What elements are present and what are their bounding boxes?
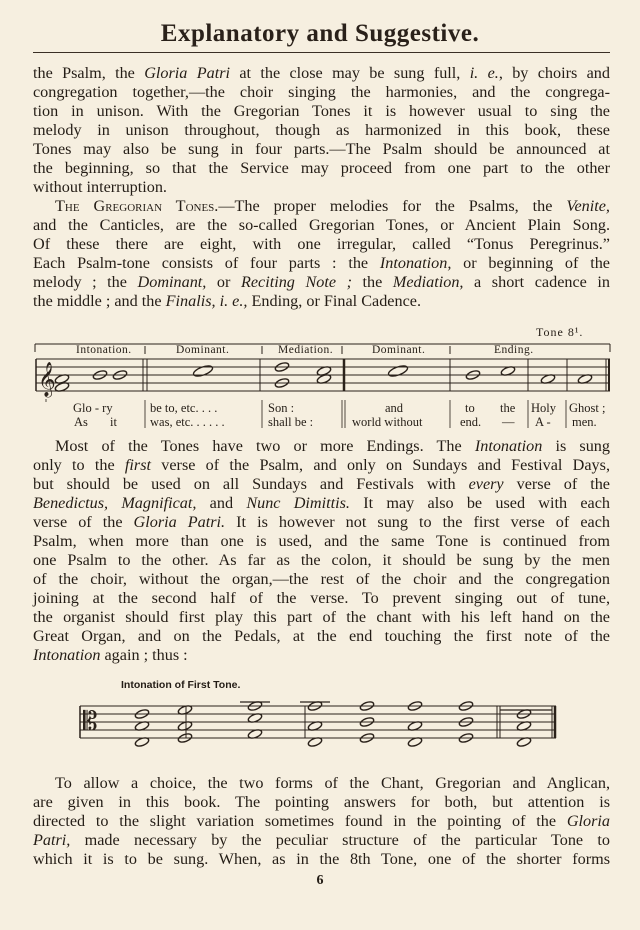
text-line: melody ; the Dominant, or Reciting Note ; the Mediation, a short cadence in bbox=[33, 273, 611, 291]
lyric: be to, etc. . . . bbox=[150, 401, 218, 415]
text-line: melody in unison throughout, though as harmonized in this book, these bbox=[33, 121, 610, 139]
lyric: world without bbox=[352, 415, 423, 429]
lyric: Glo - ry bbox=[73, 401, 113, 415]
text-line: and the Canticles, are the so-called Gregorian Tones, or Ancient Plain Song. bbox=[33, 216, 610, 234]
lyric: and bbox=[385, 401, 404, 415]
svg-text:𝄡: 𝄡 bbox=[83, 707, 98, 736]
text-line: are given in this book. The pointing answers for both, but attention is bbox=[33, 793, 610, 811]
text-line: The Gregorian Tones.—The proper melodies for the Psalms, the Venite, bbox=[55, 197, 610, 215]
paragraph-endings bbox=[33, 437, 610, 665]
text-line: Tones may also be sung in four parts.—The Psalm should be announced at bbox=[33, 140, 610, 158]
text-line: verse of the Gloria Patri. It is however not sung to the first verse of each bbox=[33, 513, 610, 531]
text-line: the middle ; and the Finalis, i. e., Ending, or Final Cadence. bbox=[33, 292, 421, 310]
lyric: to bbox=[465, 401, 475, 415]
text-line: but should be used on all Sundays and Festivals with every verse of the bbox=[33, 475, 610, 493]
lyric: end. bbox=[460, 415, 482, 429]
text-line: Benedictus, Magnificat, and Nunc Dimittis. It may also be used with each bbox=[33, 494, 610, 512]
lyric: — bbox=[502, 415, 515, 429]
text-line: directed to the slight variation sometimes found in the pointing of the Gloria bbox=[33, 812, 610, 830]
lyric: the bbox=[500, 401, 516, 415]
page-number: 6 bbox=[316, 873, 324, 888]
lyric: was, etc. . . . . . bbox=[150, 415, 225, 429]
text-line: the beginning, so that the Service may proceed from one part to the other bbox=[33, 159, 610, 177]
text-line: tion in unison. With the Gregorian Tones it is however usual to sing the bbox=[33, 102, 610, 120]
paragraph-chant-forms bbox=[33, 774, 610, 869]
section-label-ending: Ending. bbox=[494, 344, 534, 356]
section-label-dominant: Dominant. bbox=[176, 344, 230, 356]
text-line: Of these there are eight, with one irregular, called “Tonus Peregrinus.” bbox=[33, 235, 610, 253]
lyric: men. bbox=[572, 415, 597, 429]
paragraph-psalm-singing bbox=[33, 64, 610, 197]
lyric: shall be : bbox=[268, 415, 314, 429]
page-header: Explanatory and Suggestive. bbox=[160, 20, 480, 47]
text-line: one Psalm to the other. As far as the colon, it should be sung by the men bbox=[33, 551, 610, 569]
section-label-intonation: Intonation. bbox=[76, 344, 132, 356]
section-label-dominant-2: Dominant. bbox=[372, 344, 426, 356]
text-line: which it is to be sung. When, as in the 8th Tone, one of the shorter forms bbox=[33, 850, 610, 868]
tone-label: Tone 8¹. bbox=[536, 325, 584, 339]
lyric: Holy bbox=[531, 401, 556, 415]
text-line: To allow a choice, the two forms of the Chant, Gregorian and Anglican, bbox=[55, 774, 610, 792]
text-line: Most of the Tones have two or more Endings. The Intonation is sung bbox=[55, 437, 610, 455]
text-line: Intonation again ; thus : bbox=[33, 646, 188, 664]
intonation-label: Intonation of First Tone. bbox=[121, 679, 241, 691]
text-line: of the choir, without the organ,—the rest of the choir and the congregation bbox=[33, 570, 610, 588]
lyric: A - bbox=[535, 415, 551, 429]
text-line: the organist should first play this part of the chant with his left hand on the bbox=[33, 608, 610, 626]
text-line: Each Psalm-tone consists of four parts : the Intonation, or beginning of the bbox=[33, 254, 610, 272]
text-line: only to the first verse of the Psalm, and only on Sundays and Festival Days, bbox=[33, 456, 610, 474]
lyric: Ghost ; bbox=[569, 401, 606, 415]
text-line: without interruption. bbox=[33, 178, 167, 196]
text-line: Patri, made necessary by the peculiar structure of the particular Tone to bbox=[33, 831, 610, 849]
text-line: congregation together,—the choir singing the harmonies, and the congrega- bbox=[33, 83, 610, 101]
svg-text:𝄞: 𝄞 bbox=[38, 363, 56, 396]
header-rule bbox=[33, 52, 610, 53]
text-line: the Psalm, the Gloria Patri at the close may be sung full, i. e., by choirs and bbox=[33, 64, 610, 82]
paragraph-gregorian-tones bbox=[33, 197, 610, 311]
lyric: As bbox=[74, 415, 88, 429]
lyric: it bbox=[110, 415, 117, 429]
lyric: Son : bbox=[268, 401, 295, 415]
section-label-mediation: Mediation. bbox=[278, 344, 334, 356]
text-line: Psalm, when more than one is used, and the same Tone is continued from bbox=[33, 532, 610, 550]
text-line: joining at the second half of the verse. To prevent singing out of tune, bbox=[33, 589, 610, 607]
text-line: Great Organ, and on the Pedals, at the end touching the first note of the bbox=[33, 627, 610, 645]
